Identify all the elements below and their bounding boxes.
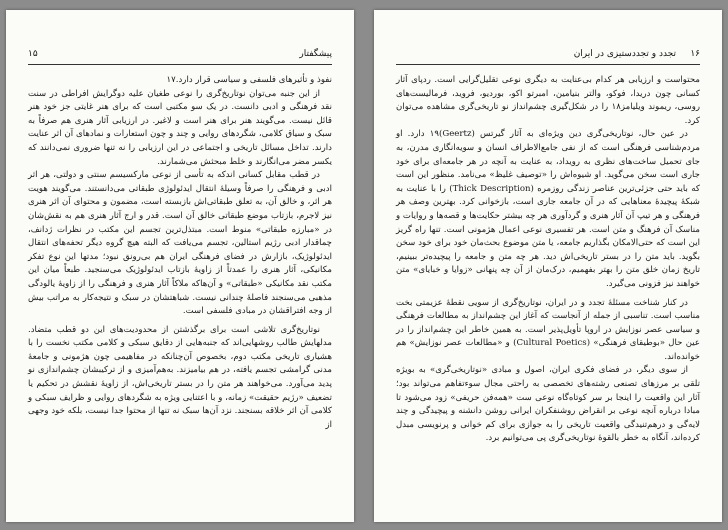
paragraph: محتواست و ارزیابی هر کدام بی‌عنایت به دیگری نوعی تقلیل‌گرایی است. ردپای آثار کسانی چون دریدا، فوکو، والتر بنیامین، امبرتو اکو، بوردیو، فروید، فرمالیست‌های روسی، ریموند ویلیامز۱۸ را در شکل‌گیری چشم‌انداز نو تاریخی‌گری مشاهده می‌توان کرد. — [396, 75, 700, 126]
paragraph: نوتاریخ‌گری تلاشی است برای برگذشتن از محدودیت‌های این دو قطب متضاد. مدلهایش طالب روشهایی‌اند که جنبه‌هایی از دقایق سبکی و کلامی مکتب نخست را با هشیاری تاریخی مکتب دوم، بخصوص آن‌چنانکه در مفاهیمی چون هژمونی و جامعهٔ مدنی گرامشی تجسم یافته، در هم بیامیزند. به‌هم‌آمیزی و از ترکیبشان چشم‌اندازی نو پدید می‌آورد. می‌خواهند هر متن را در بستر تاریخی‌اش، از زاویهٔ نقشش در تحکیم یا تضعیف «رژیم حقیقت» زمانه، و با اعتنایی ویژه به شگردهای روایی و ظرایف سبکی و کلامی آن اثر خلاقه بسنجند. نزد آن‌ها سبک نه تنها از محتوا جدا نیست، بلکه خود وجهی از — [28, 324, 332, 430]
running-head — [28, 46, 332, 65]
page-body — [396, 74, 700, 516]
running-title: تجدد و تجددستیزی در ایران — [573, 49, 676, 59]
paragraph: نفوذ و تأثیرهای فلسفی و سیاسی قرار دارد.۱۷ — [166, 75, 332, 85]
page-number: ۱۶ — [690, 49, 700, 59]
paragraph: در قطب مقابل کسانی اندکه به تأسی از نوعی مارکسیسم سنتی و دولتی، هر اثر ادبی و فرهنگی را صرفاً وسیلهٔ انتقال ایدئولوژی طبقاتی می‌دانستند. می‌گویند هویت هر اثر، و خالق آن، به تعلق طبقاتی‌اش بازبسته است، مضمون و محتوای آن اثر هنری نیز لاجرم، بازتاب موضع طبقاتی خالق آن است. قدر و ارج آثار هنری هم به نقش‌شان در «مبارزه طبقاتی» منوط است. مبتذل‌ترین تجسم این مکتب در نظرات ژدانف، چماقدار ادبی رژیم استالین، تجسم می‌یافت که البته هیچ گروه دیگر تحفه‌های انتقال ایدئولوژیک، بازارش در فضای فرهنگی ایران هم بی‌رونق نبود؛ مدتها این نوع تفکر مکانیکی، آثار هنری را عمدتاً از زاویهٔ بازتاب ایدئولوژیک می‌سنجید. طبعاً میان این مکتب نقد مکانیکی «طبقاتی» و آن‌هاکه ملاکاً آثار هنری و فرهنگی را از زاویهٔ یالودگی مذهبی می‌سنجند فاصلهٔ چندانی نیست. شباهتشان در سبک و نتیجه‌کار به مراتب بیش از وجه افتراقشان در مبادی فلسفی است. — [28, 170, 332, 317]
running-head — [396, 46, 700, 65]
page-body — [28, 74, 332, 516]
running-title: پیشگفتار — [299, 49, 332, 59]
paragraph: در عین حال، نوتاریخی‌گری دین ویژه‌ای به آثار گیرتس (Geertz)۱۹ دارد. او مردم‌شناسی فرهنگی است که از نفی جامع‌الاطراف انسان و سویه‌انگاری مدرن، به جای تحمیل ساخت‌های نظری به رویداد، به عنایت به آنچه در هر جامعه‌ای برای خود جاری است سخن می‌گوید. او شیوه‌اش را «توصیف غلیظ» می‌نامد. منظور این است که باید حتی جزئی‌ترین عناصر زندگی روزمره (Thick Description) را با عنایت به شبکهٔ پیچیدهٔ معناهایی که در آن جامعه جاری است، بازخوانی کرد. بهترین وصف هر فرهنگی و هر تیپ آن آثار هنری و گردآوری هر چه بیشتر حکایت‌ها و قصه‌ها و روایات و مناسک آن فرهنگ و متن است. هر تفسیری نوعی اعمال هژمونی است. تنها راه گریز این است که حتی‌الامکان بگذاریم جامعه، یا متن موضوع بحث‌مان خود برای خود سخن بگوید. باید متن را در بستر تاریخی‌اش دید. هر چه متن و جامعه را پیچیده‌تر ببینیم، تاریخ زمان خلق متن را بهتر بفهمیم، درک‌مان از آن چه پنهانی «زوایا و خبایای» متن خواهند نیز فزونی می‌گیرد. — [396, 129, 700, 289]
paragraph: از این جنبه می‌توان نوتاریخ‌گری را نوعی طغیان علیه دوگرایش افراطی در سنت نقد فرهنگی و ادبی دانست. در یک سو مکتبی است که برای هنر غایتی جز خود هنر قائل نیست. می‌گویند هنر برای هنر است و لاغیر. در ارزیابی آثار هنری هم صرفاً به سبک و سیاق کلامی، شگردهای روایی و چند و چون استعارات و نمادهای آن اثر عنایت دارند. تداخل مسائل تاریخی و اجتماعی در این ارزیابی را نه تنها ضروری نمی‌دانند که یکسر مضر می‌انگارند و خلط مبحثش می‌شمارند. — [28, 88, 332, 167]
page-number: ۱۵ — [28, 49, 38, 59]
left-page — [6, 10, 354, 522]
paragraph: از سوی دیگر، در فضای فکری ایران، اصول و مبادی «نوتاریخی‌گری» به بویژه تلقی بر مرزهای تصنعی رشته‌های تخصصی به راحتی مجال سوءتفاهم می‌تواند بود؛ آثار این واقعیت را اینجا بر سر کوتاه‌گاه نوعی ست «همه‌فن حریفی» زود می‌شود تا مبادا درباره آنچه نوعی بر انقراض روشنفکران ایرانی روشن دانشنه و پیچیدگی و چند لایه‌گی و درهم‌تنیدگی واقعیت تاریخی را به جوازی برای کم خوانی و پرنویسی مبدل کرده‌اند، آنگاه به خطر بالقوهٔ نوتاریخی‌گری پی می‌توانیم برد. — [396, 365, 700, 444]
right-page — [374, 10, 722, 522]
paragraph: در کنار شناخت مسئلهٔ تجدد و در ایران، نوتاریخ‌گری از سویی نقطهٔ عزیمتی بخت مناسب است. تناسبی از جمله از آنجاست که آغاز این چشم‌انداز به مطالعات فرهنگی و سیاسی عصر نوزایش در اروپا تأویل‌پذیر است. به همین خاطر این چشم‌انداز را در عین حال «بوطیقای فرهنگی» (Cultural Poetics) و «مطالعات عصر نوزایش» هم خوانده‌اند. — [396, 297, 700, 362]
